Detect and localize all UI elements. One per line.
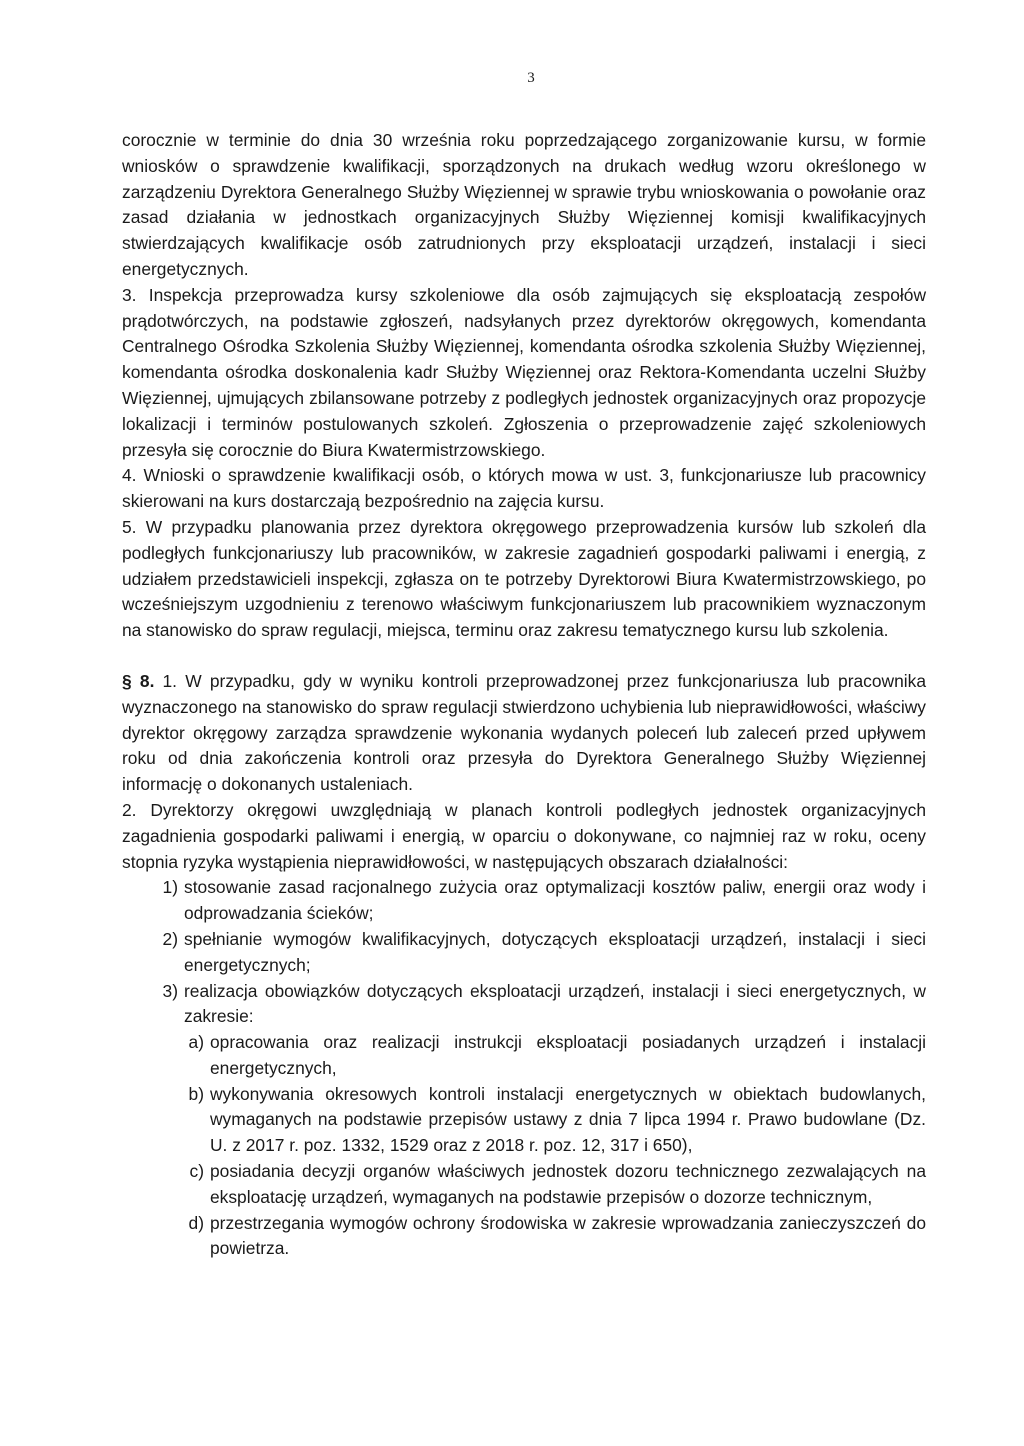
document-body [122, 128, 926, 1262]
section-8-label: § 8. [122, 670, 155, 691]
list-item [122, 927, 926, 979]
sublist-item-marker: c) [189, 1161, 204, 1182]
page-number: 3 [527, 70, 535, 86]
section-8-paragraph-1-text: 1. W przypadku, gdy w wyniku kontroli przeprowadzonej przez funkcjonariusza lub pracownika wyznaczonego na stanowisko do spraw regulacji stwierdzono uchybienia lub nieprawidłowości, właściwy dyrektor okręgowy zarządza sprawdzenie wykonania wydanych poleceń lub zaleceń przed upływem roku od dnia zakończenia kontroli oraz przesyła do Dyrektora Generalnego Służby Więziennej informację o dokonanych ustaleniach. [122, 670, 926, 795]
section-8-paragraph-2: 2. Dyrektorzy okręgowi uwzględniają w planach kontroli podległych jednostek organizacyjnych zagadnienia gospodarki paliwami i energią, w oparciu o dokonywane, co najmniej raz w roku, oceny stopnia ryzyka wystąpienia nieprawidłowości, w następujących obszarach działalności: [122, 799, 926, 872]
list-item [122, 875, 926, 927]
sublist-item-marker: b) [188, 1083, 204, 1104]
list-item-text: stosowanie zasad racjonalnego zużycia oraz optymalizacji kosztów paliw, energii oraz wody i odprowadzania ścieków; [184, 877, 926, 924]
list-item-text: realizacja obowiązków dotyczących eksploatacji urządzeń, instalacji i sieci energetycznych, w zakresie: [184, 980, 926, 1027]
sublist-item-marker: d) [188, 1212, 204, 1233]
sublist-item-text: przestrzegania wymogów ochrony środowiska w zakresie wprowadzania zanieczyszczeń do powietrza. [210, 1212, 926, 1259]
paragraph-intro: corocznie w terminie do dnia 30 września roku poprzedzającego zorganizowanie kursu, w formie wniosków o sprawdzenie kwalifikacji, sporządzonych na drukach według wzoru określonego w zarządzeniu Dyrektora Generalnego Służby Więziennej w sprawie trybu wnioskowania o powołanie oraz zasad działania w jednostkach organizacyjnych Służby Więziennej komisji kwalifikacyjnych stwierdzających kwalifikacje osób zatrudnionych przy eksploatacji urządzeń, instalacji i sieci energetycznych. [122, 130, 926, 279]
section-gap [122, 644, 926, 669]
sublist-item [122, 1211, 926, 1263]
sublist-item-text: posiadania decyzji organów właściwych jednostek dozoru technicznego zezwalających na eksploatację urządzeń, wymaganych na podstawie przepisów o dozorze technicznym, [210, 1161, 926, 1207]
list-item-marker: 1) [162, 877, 178, 898]
paragraph-3: 3. Inspekcja przeprowadza kursy szkoleniowe dla osób zajmujących się eksploatacją zespołów prądotwórczych, na podstawie zgłoszeń, nadsyłanych przez dyrektorów okręgowych, komendanta Centralnego Ośrodka Szkolenia Służby Więziennej, komendanta ośrodka szkolenia Służby Więziennej, komendanta ośrodka doskonalenia kadr Służby Więziennej oraz Rektora-Komendanta uczelni Służby Więziennej, ujmujących zbilansowane potrzeby z podległych jednostek organizacyjnych oraz propozycje lokalizacji i terminów postulowanych szkoleń. Zgłoszenia o przeprowadzenie zajęć szkoleniowych przesyła się corocznie do Biura Kwatermistrzowskiego. [122, 284, 926, 460]
sublist-item [122, 1159, 926, 1211]
paragraph-5: 5. W przypadku planowania przez dyrektora okręgowego przeprowadzenia kursów lub szkoleń dla podległych funkcjonariuszy lub pracowników, w zakresie zagadnień gospodarki paliwami i energią, z udziałem przedstawicieli inspekcji, zgłasza on te potrzeby Dyrektorowi Biura Kwatermistrzowskiego, po wcześniejszym uzgodnieniu z terenowo właściwym funkcjonariuszem lub pracownikiem wyznaczonym na stanowisko do spraw regulacji, miejsca, terminu oraz zakresu tematycznego kursu lub szkolenia. [122, 516, 926, 641]
sublist-item-text: wykonywania okresowych kontroli instalacji energetycznych w obiektach budowlanych, wymaganych na podstawie przepisów ustawy z dnia 7 lipca 1994 r. Prawo budowlane (Dz. U. z 2017 r. poz. 1332, 1529 oraz z 2018 r. poz. 12, 317 i 650), [210, 1083, 926, 1156]
sublist-item [122, 1082, 926, 1159]
list-item-marker: 2) [162, 928, 178, 949]
sublist-item [122, 1030, 926, 1082]
section-8-paragraph-1 [122, 669, 926, 798]
list-item-text: spełnianie wymogów kwalifikacyjnych, dotyczących eksploatacji urządzeń, instalacji i sieci energetycznych; [184, 928, 926, 975]
sublist-item-marker: a) [188, 1032, 204, 1053]
paragraph-4: 4. Wnioski o sprawdzenie kwalifikacji osób, o których mowa w ust. 3, funkcjonariusze lub pracownicy skierowani na kurs dostarczają bezpośrednio na zajęcia kursu. [122, 465, 926, 512]
sublist-item-text: opracowania oraz realizacji instrukcji eksploatacji posiadanych urządzeń i instalacji energetycznych, [210, 1032, 926, 1078]
list-item [122, 979, 926, 1031]
list-item-marker: 3) [162, 980, 178, 1001]
